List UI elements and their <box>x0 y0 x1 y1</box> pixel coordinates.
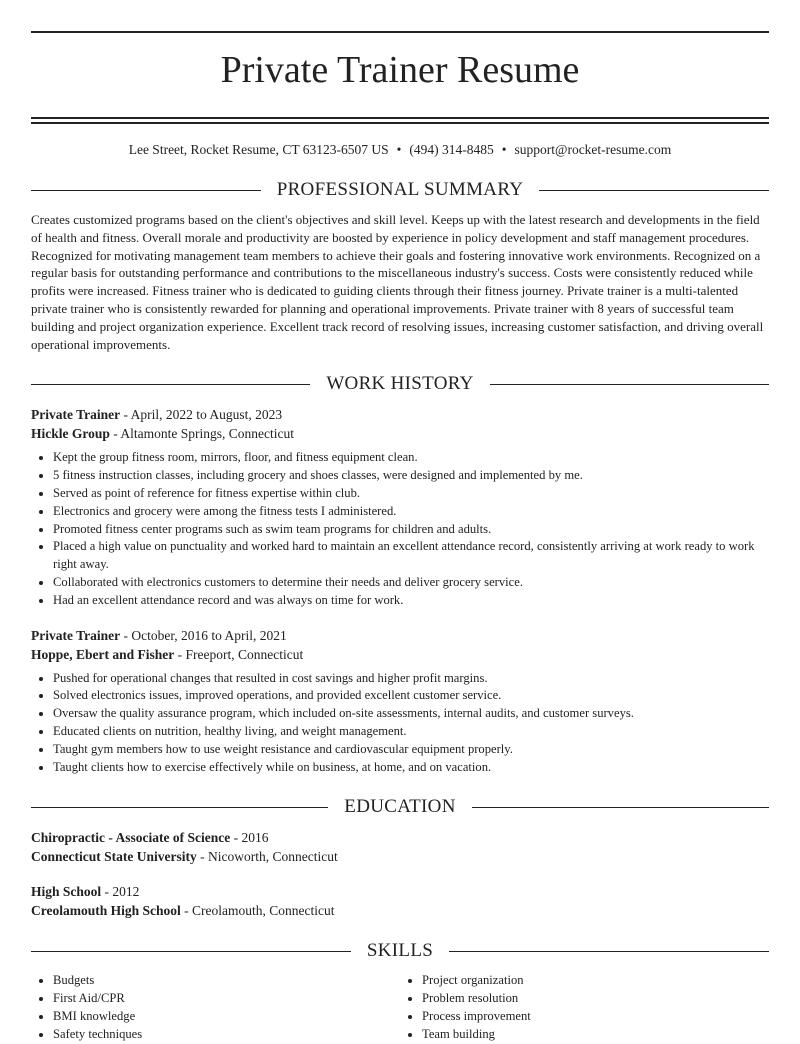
section-rule <box>31 951 351 952</box>
bullet-item: • Taught clients how to exercise effectively while on business, at home, and on vacation. <box>53 759 769 777</box>
bullet-item: • Solved electronics issues, improved operations, and provided excellent customer service. <box>53 687 769 705</box>
section-rule <box>31 384 310 385</box>
bullet-item: • Had an excellent attendance record and was always on time for work. <box>53 592 769 610</box>
education-school-line <box>31 901 769 920</box>
section-rule <box>449 951 769 952</box>
job-bullets <box>31 449 769 609</box>
skill-item: • BMI knowledge <box>53 1008 400 1026</box>
education-school: Creolamouth High School <box>31 903 181 919</box>
section-title: PROFESSIONAL SUMMARY <box>276 179 524 200</box>
section-rule <box>490 384 769 385</box>
education-entry <box>31 828 769 866</box>
section-rule <box>31 190 261 191</box>
bullet-separator: • <box>396 142 402 157</box>
skill-item: • Team building <box>422 1026 769 1044</box>
section-rule <box>472 807 769 808</box>
job-location: - Freeport, Connecticut <box>174 646 304 662</box>
summary-text: Creates customized programs based on the client's objectives and skill level. Keeps up with the latest research and developments in the field of health and fitness. Overall morale and productivity are boosted by experience in policy development and staff management procedures. Recognized for motivating management team members to achieve their goals and fostering innovative work environments. Recognized on a regular basis for outstanding performance and contributions to the miscellaneous industry's success. Costs were consistently reduced while profits were increased. Fitness trainer who is dedicated to guiding clients through their fitness journey. Private trainer is a multi-talented private trainer who is consistently rewarded for planning and operational improvements. Private trainer with 8 years of successful team building and project organization experience. Excellent track record of resolving issues, increasing customer satisfaction, and driving overall operational improvements. <box>31 212 764 352</box>
job-location: - Altamonte Springs, Connecticut <box>109 426 294 442</box>
section-title: EDUCATION <box>344 796 456 818</box>
bullet-item: • Educated clients on nutrition, healthy living, and weight management. <box>53 723 769 741</box>
job-title-line <box>31 626 769 645</box>
section-title: WORK HISTORY <box>326 373 474 395</box>
job-title-line <box>31 405 769 424</box>
skill-item: • Process improvement <box>422 1008 769 1026</box>
education-school-line <box>31 847 769 866</box>
job-dates: - April, 2022 to August, 2023 <box>120 407 283 423</box>
skill-item: • First Aid/CPR <box>53 990 400 1008</box>
bullet-item: • Electronics and grocery were among the fitness tests I administered. <box>53 503 769 521</box>
job-title: Private Trainer <box>31 627 121 643</box>
skill-item: • Problem resolution <box>422 990 769 1008</box>
section-rule <box>31 807 328 808</box>
section-header-summary <box>31 179 769 201</box>
education-degree: High School <box>31 884 102 900</box>
bullet-item: • Oversaw the quality assurance program, which included on-site assessments, internal audits, and customer surveys. <box>53 705 769 723</box>
education-location: - Creolamouth, Connecticut <box>180 903 335 919</box>
section-title: SKILLS <box>366 940 434 962</box>
bullet-item: • Promoted fitness center programs such as swim team programs for children and adults. <box>53 521 769 539</box>
job-entry <box>31 626 769 777</box>
education-year: - 2016 <box>230 830 269 846</box>
divider-rule <box>31 122 769 124</box>
contact-address: Lee Street, Rocket Resume, CT 63123-6507 US <box>128 142 389 157</box>
contact-email: support@rocket-resume.com <box>514 142 672 157</box>
section-header-education <box>31 796 769 818</box>
work-history-list <box>31 405 769 776</box>
bullet-item: • Pushed for operational changes that resulted in cost savings and higher profit margins. <box>53 670 769 688</box>
job-company-line <box>31 424 769 443</box>
contact-line <box>31 141 769 159</box>
skills-list-left <box>31 972 400 1043</box>
education-year: - 2012 <box>101 884 140 900</box>
education-entry <box>31 882 769 920</box>
contact-phone: (494) 314-8485 <box>409 142 494 157</box>
education-degree-line <box>31 882 769 901</box>
skills-list-right <box>400 972 769 1043</box>
skill-item: • Project organization <box>422 972 769 990</box>
skill-item: • Safety techniques <box>53 1026 400 1044</box>
divider-rule <box>31 117 769 119</box>
top-rule <box>31 31 769 33</box>
job-company-line <box>31 645 769 664</box>
skill-item: • Budgets <box>53 972 400 990</box>
page-title: Private Trainer Resume <box>220 49 580 91</box>
job-company: Hickle Group <box>31 426 110 442</box>
education-school: Connecticut State University <box>31 849 197 865</box>
education-list <box>31 828 769 920</box>
job-dates: - October, 2016 to April, 2021 <box>120 627 287 643</box>
skills-columns <box>31 972 769 1043</box>
section-header-skills <box>31 940 769 962</box>
bullet-item: • Placed a high value on punctuality and worked hard to maintain an excellent attendance record, consistently arriving at work ready to work right away. <box>53 538 769 574</box>
bullet-item: • Kept the group fitness room, mirrors, floor, and fitness equipment clean. <box>53 449 769 467</box>
education-location: - Nicoworth, Connecticut <box>196 849 338 865</box>
section-header-work <box>31 373 769 395</box>
bullet-item: • 5 fitness instruction classes, including grocery and shoes classes, were designed and implemented by me. <box>53 467 769 485</box>
section-rule <box>539 190 769 191</box>
bullet-item: • Collaborated with electronics customers to determine their needs and deliver grocery service. <box>53 574 769 592</box>
job-title: Private Trainer <box>31 407 121 423</box>
education-degree-line <box>31 828 769 847</box>
resume-page <box>31 0 769 1044</box>
education-degree: Chiropractic - Associate of Science <box>31 830 231 846</box>
bullet-item: • Taught gym members how to use weight resistance and cardiovascular equipment properly. <box>53 741 769 759</box>
job-company: Hoppe, Ebert and Fisher <box>31 646 175 662</box>
bullet-item: • Served as point of reference for fitness expertise within club. <box>53 485 769 503</box>
job-entry <box>31 405 769 609</box>
bullet-separator: • <box>501 142 507 157</box>
job-bullets <box>31 670 769 777</box>
